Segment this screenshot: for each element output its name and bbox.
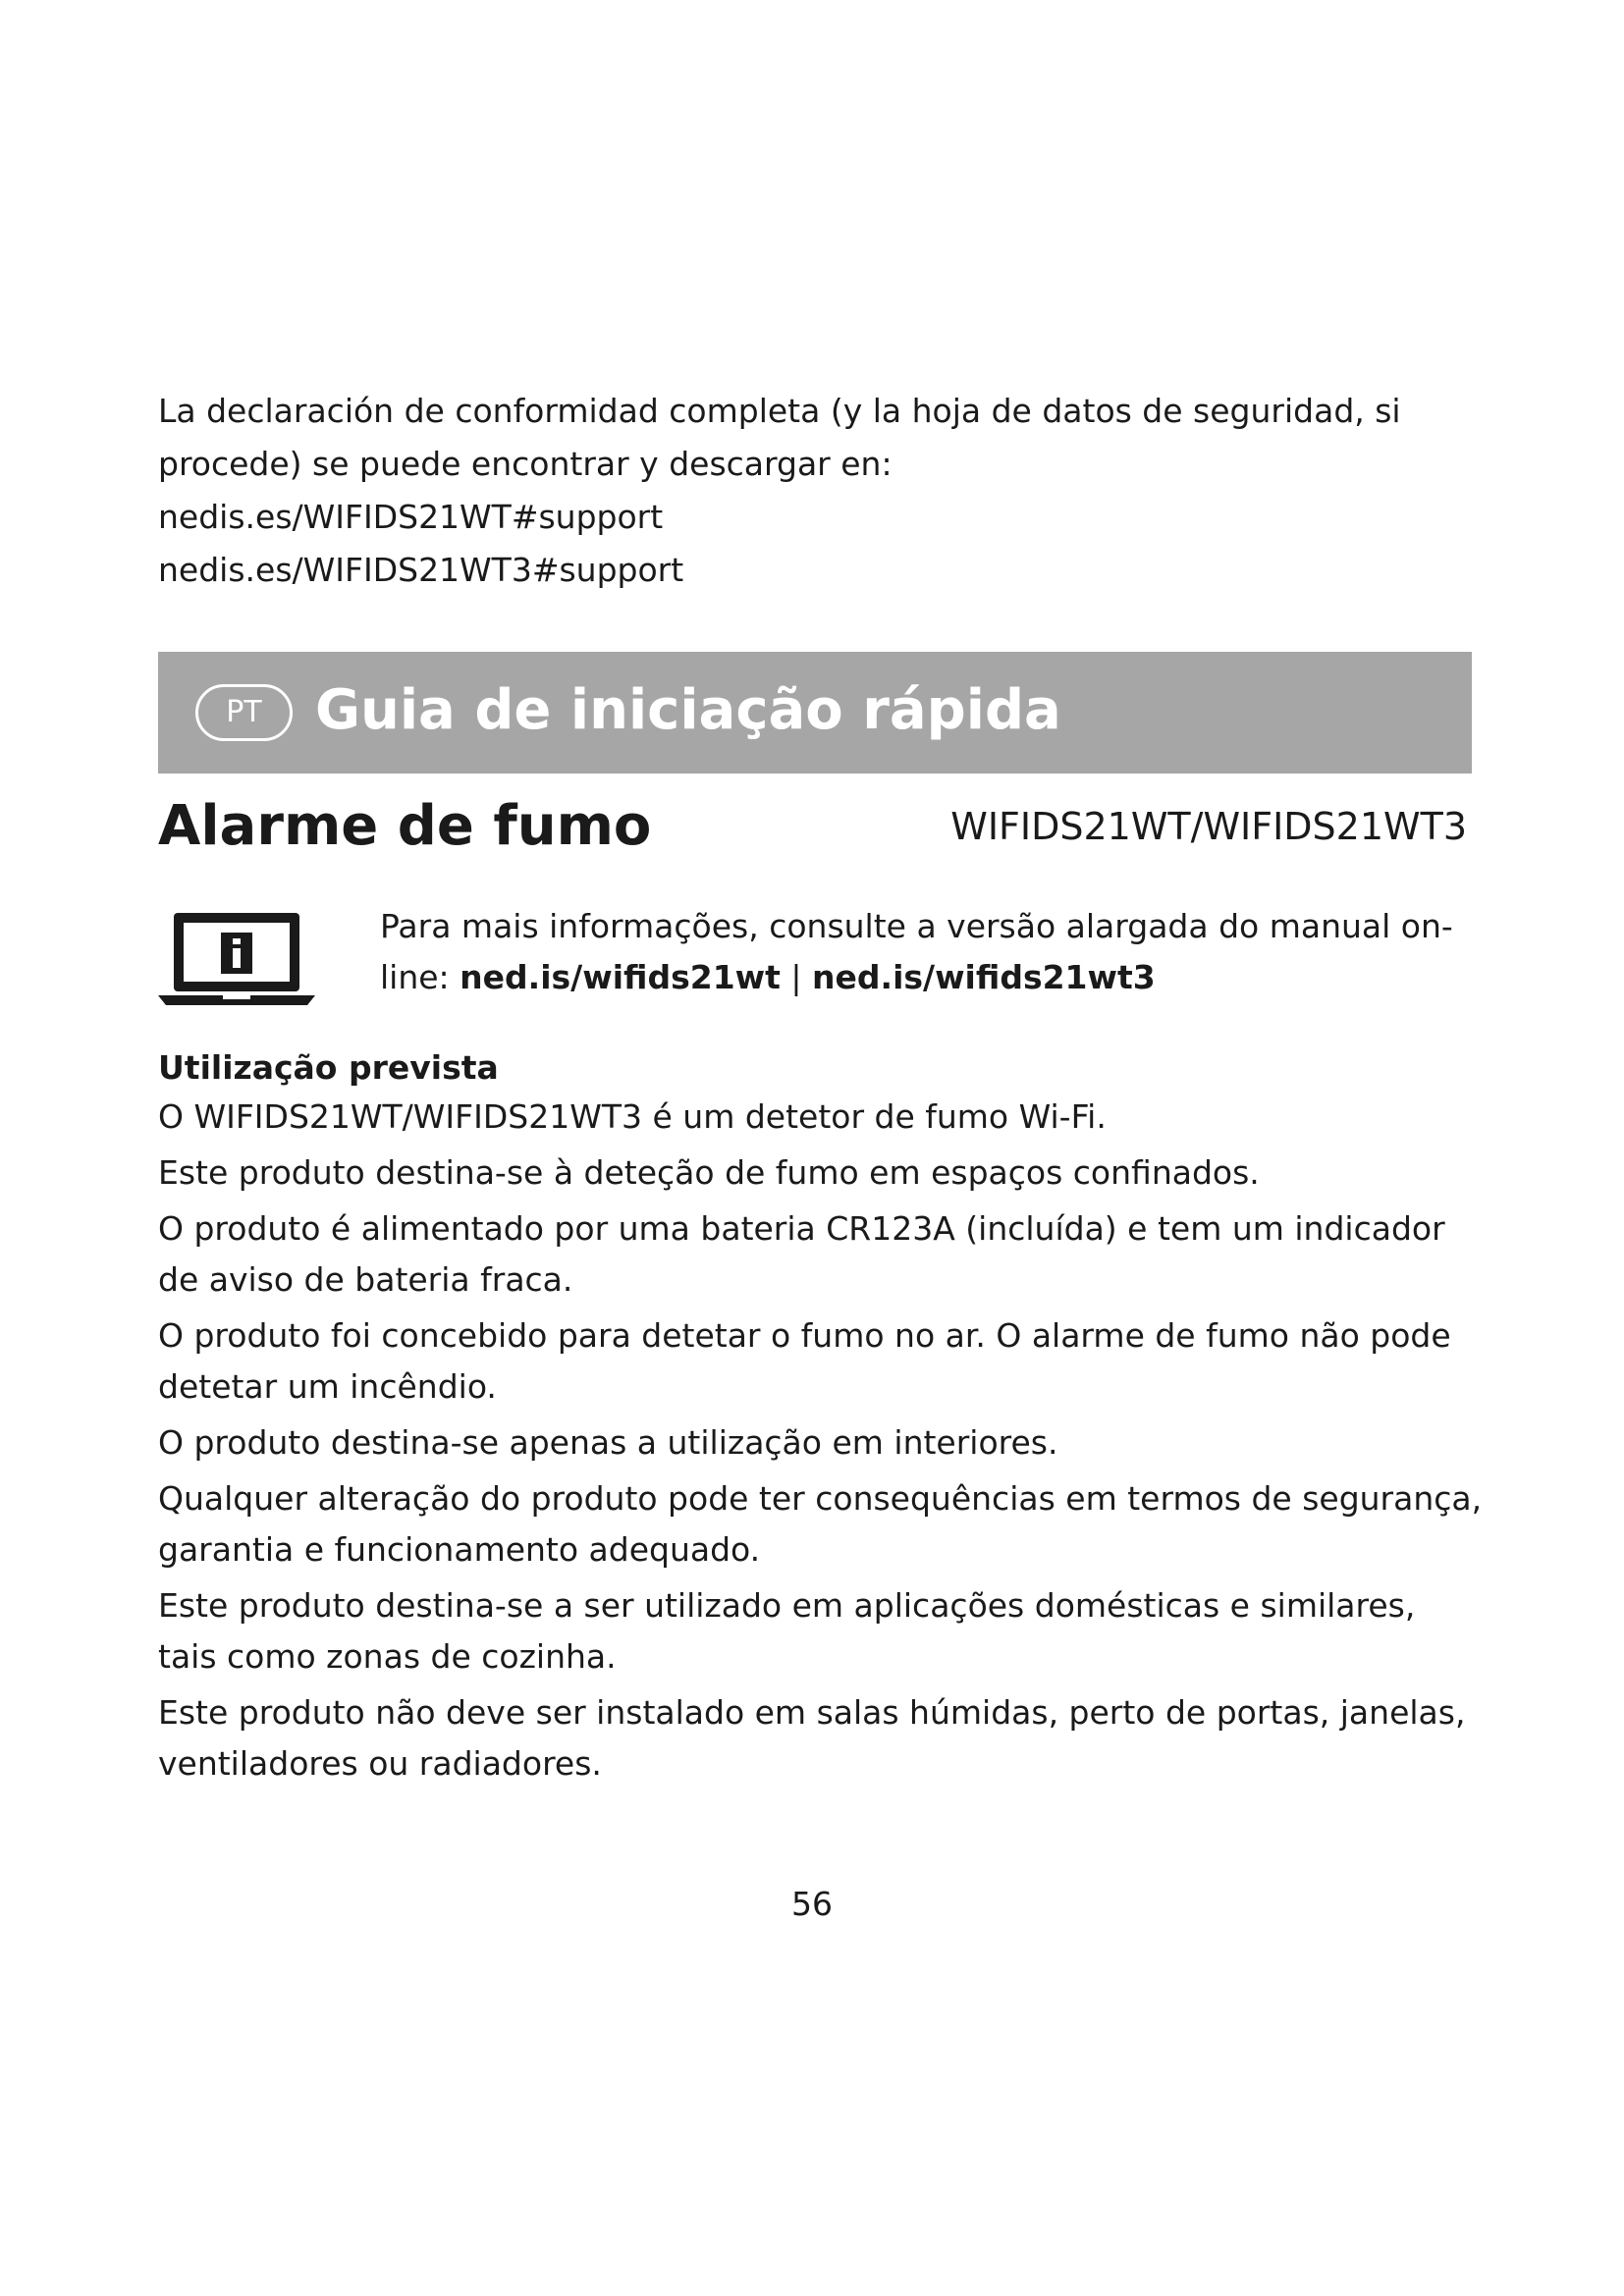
support-link-wifids21wt: nedis.es/WIFIDS21WT#support: [158, 498, 664, 536]
paragraph: O produto destina-se apenas a utilização em interiores.: [158, 1423, 1058, 1462]
page-number: 56: [791, 1885, 833, 1923]
laptop-info-icon: [158, 909, 315, 1007]
paragraph: Qualquer alteração do produto pode ter consequências em termos de segurança, garantia e funcionamento adequado.: [158, 1479, 1483, 1569]
paragraph: O produto foi concebido para detetar o fumo no ar. O alarme de fumo não pode detetar um incêndio.: [158, 1316, 1451, 1406]
paragraph: O produto é alimentado por uma bateria CR123A (incluída) e tem um indicador de aviso de bateria fraca.: [158, 1209, 1445, 1299]
manual-link-wifids21wt3[interactable]: ned.is/wifids21wt3: [812, 958, 1156, 996]
more-info-line-2: [380, 952, 1480, 1003]
product-name: Alarme de fumo: [158, 794, 652, 858]
declaration-text-line-2: procede) se puede encontrar y descargar en:: [158, 445, 893, 483]
more-info-line-1: Para mais informações, consulte a versão alargada do manual on-: [380, 907, 1453, 945]
paragraph: Este produto não deve ser instalado em salas húmidas, perto de portas, janelas, ventiladores ou radiadores.: [158, 1693, 1466, 1783]
manual-link-wifids21wt[interactable]: ned.is/wifids21wt: [460, 958, 781, 996]
link-separator: |: [780, 958, 813, 996]
declaration-text-line-1: La declaración de conformidad completa (y la hoja de datos de seguridad, si: [158, 392, 1401, 430]
paragraph: O WIFIDS21WT/WIFIDS21WT3 é um detetor de fumo Wi-Fi.: [158, 1097, 1107, 1136]
support-link-wifids21wt3: nedis.es/WIFIDS21WT3#support: [158, 551, 684, 589]
quick-start-banner: [158, 652, 1472, 774]
paragraph: Este produto destina-se à deteção de fumo em espaços confinados.: [158, 1153, 1260, 1192]
section-heading: Utilização prevista: [158, 1048, 499, 1087]
declaration-of-conformity-es: [158, 385, 1484, 597]
paragraph: Este produto destina-se a ser utilizado em aplicações domésticas e similares, tais como zonas de cozinha.: [158, 1586, 1416, 1676]
more-info-line-2-prefix: line:: [380, 958, 460, 996]
model-code: WIFIDS21WT/WIFIDS21WT3: [950, 805, 1467, 848]
more-info-text: [380, 901, 1480, 1003]
banner-title: Guia de iniciação rápida: [315, 678, 1061, 742]
language-badge: PT: [195, 684, 293, 741]
intended-use-section: [158, 1044, 1484, 1794]
